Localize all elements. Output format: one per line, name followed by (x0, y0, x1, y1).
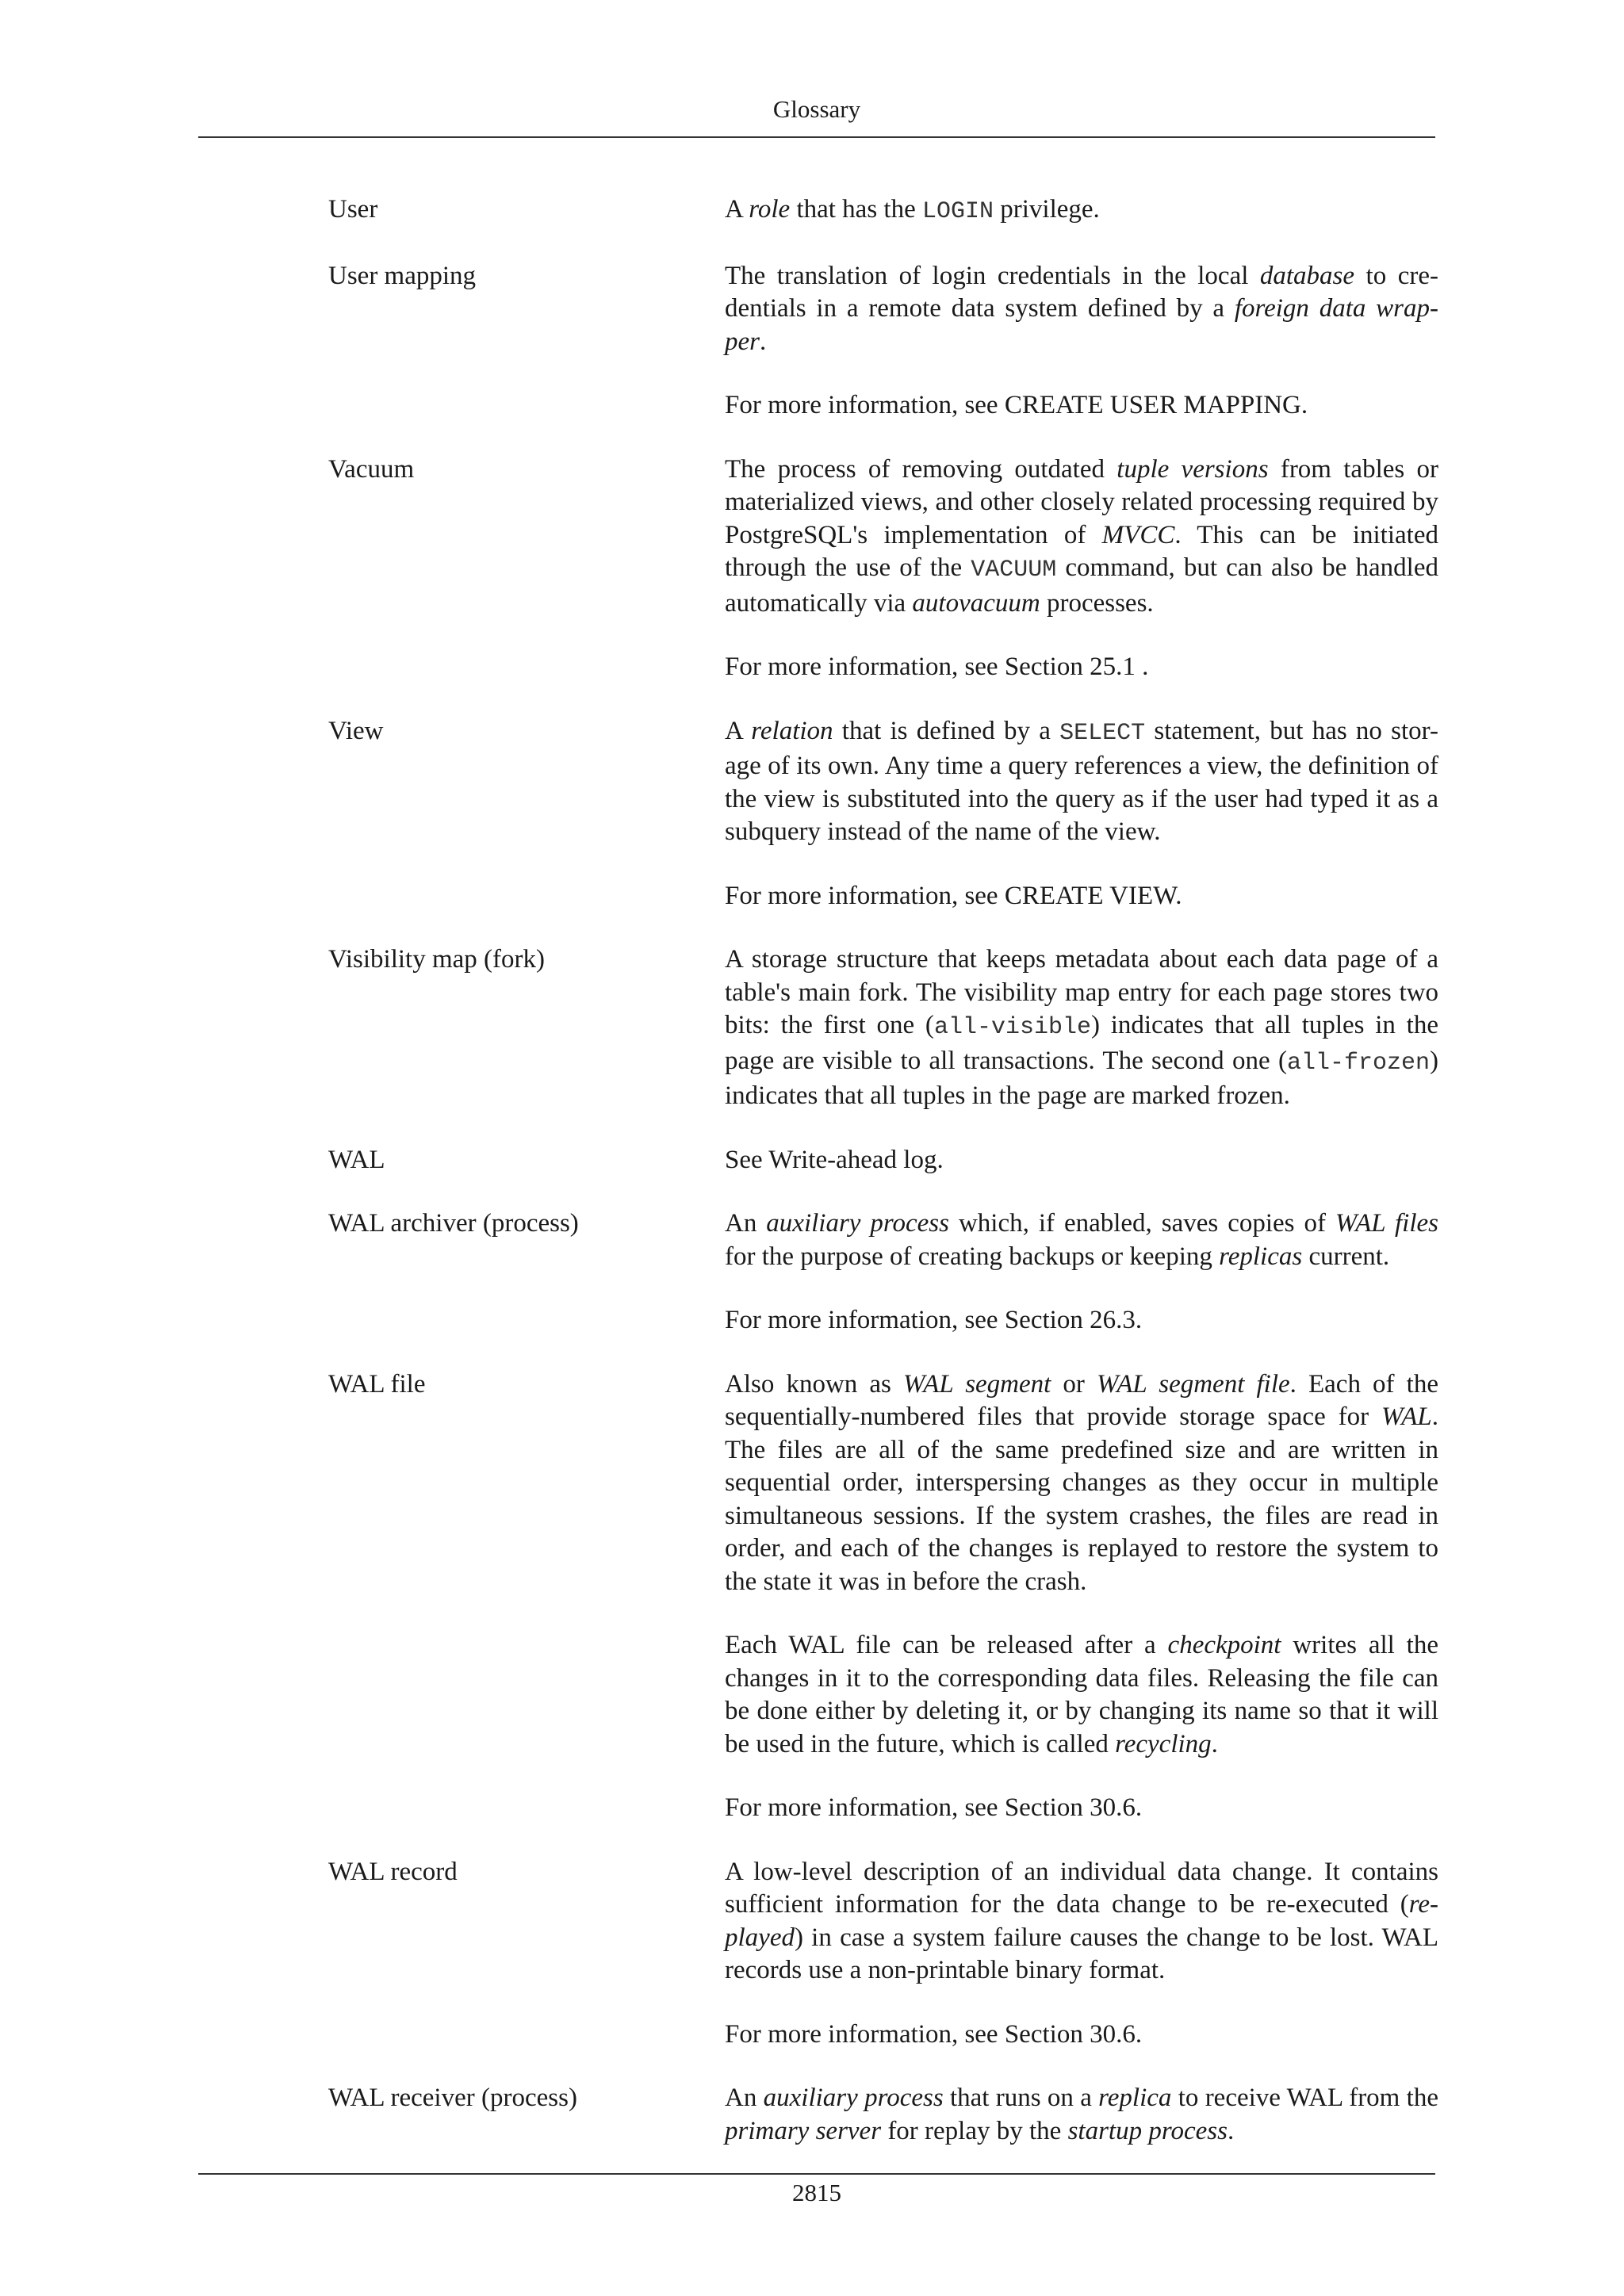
glossary-crossref: foreign data wrap-per (725, 294, 1438, 356)
text-run: . (760, 327, 767, 356)
text-run: for replay by the (881, 2116, 1068, 2145)
glossary-entry (328, 1856, 1438, 2083)
glossary-crossref: WAL files (1335, 1209, 1438, 1238)
text-run: See Write-ahead log. (725, 1145, 944, 1174)
glossary-crossref: WAL (1381, 1402, 1432, 1431)
glossary-definition (725, 943, 1438, 1144)
glossary-definition (725, 1144, 1438, 1208)
text-run: An (725, 2084, 764, 2112)
text-run: For more information, see CREATE USER MAPPING. (725, 391, 1308, 419)
glossary-entry (328, 453, 1438, 715)
code-literal: VACUUM (971, 557, 1057, 584)
page-number: 2815 (792, 2179, 841, 2206)
glossary-entry (328, 1144, 1438, 1208)
text-run: The process of removing outdated (725, 454, 1117, 484)
definition-paragraph (725, 1144, 1438, 1177)
text-run: A (725, 195, 749, 224)
text-run: . (1211, 1729, 1218, 1758)
text-run: that is defined by a (833, 716, 1060, 745)
definition-paragraph (725, 260, 1438, 359)
glossary-definition (725, 453, 1438, 715)
glossary-term: WAL (328, 1145, 385, 1174)
glossary-crossref: WAL segment file (1097, 1369, 1290, 1399)
text-run: command, but can also be handled automatically via (725, 553, 1438, 618)
text-run: For more information, see Section 26.3. (725, 1306, 1143, 1334)
definition-paragraph (725, 389, 1438, 423)
definition-paragraph (725, 1856, 1438, 1988)
definition-paragraph (725, 453, 1438, 621)
text-run: . (1227, 2116, 1235, 2145)
glossary-term: View (328, 716, 384, 745)
footer-rule (198, 2173, 1435, 2175)
glossary-definition (725, 1207, 1438, 1368)
text-run: or (1051, 1369, 1097, 1399)
text-run: Each WAL file can be released after a (725, 1631, 1168, 1659)
glossary-entry (328, 2082, 1438, 2148)
definition-paragraph (725, 1629, 1438, 1761)
code-literal: all-visible (933, 1014, 1091, 1041)
text-run: which, if enabled, saves copies of (949, 1209, 1335, 1238)
glossary-definition (725, 193, 1438, 260)
text-run: ) indicates that all tuples in the page are marked frozen. (725, 1046, 1438, 1110)
glossary-term: Vacuum (328, 454, 415, 484)
glossary-crossref: auxiliary process (766, 1209, 949, 1238)
text-run: statement, but has no stor-age of its own. Any time a query references a view, the definition of the view is substituted into the query as if the user had typed it as a subquery instead of the name of the view. (725, 716, 1439, 846)
glossary-crossref: relation (751, 716, 833, 745)
text-run: current. (1302, 1242, 1390, 1271)
definition-paragraph (725, 193, 1438, 229)
definition-paragraph (725, 880, 1438, 913)
definition-paragraph (725, 1792, 1438, 1825)
text-run: For more information, see CREATE VIEW. (725, 881, 1182, 910)
text-run: For more information, see Section 30.6. (725, 1793, 1143, 1822)
text-run: . Each of the sequentially-numbered files that provide storage space for (725, 1369, 1438, 1431)
glossary-crossref: checkpoint (1167, 1631, 1281, 1659)
glossary-term: WAL archiver (process) (328, 1209, 579, 1238)
definition-paragraph (725, 1207, 1438, 1273)
definition-paragraph (725, 1368, 1438, 1599)
glossary-crossref: autovacuum (912, 588, 1040, 618)
glossary-entry (328, 1368, 1438, 1856)
text-run: An (725, 1209, 767, 1238)
text-run: A low-level description of an individual data change. It contains sufficient information for the data change to be re-executed ( (725, 1857, 1438, 1919)
glossary-term: User mapping (328, 261, 477, 290)
text-run: . This can be initiated through the use of the (725, 520, 1438, 582)
text-run: A (725, 716, 752, 745)
text-run: privilege. (994, 195, 1100, 224)
glossary-definition (725, 1856, 1438, 2083)
definition-paragraph (725, 2019, 1438, 2052)
glossary-crossref: replicas (1219, 1242, 1303, 1271)
code-literal: SELECT (1059, 719, 1146, 747)
definition-paragraph (725, 1304, 1438, 1337)
code-literal: LOGIN (922, 198, 994, 225)
text-run: . The files are all of the same predefined size and are written in sequential order, interspersing changes as they occur in multiple simultaneous sessions. If the system crashes, the files are read in order, and each of the changes is replayed to restore the system to the state it was in before the crash. (725, 1402, 1438, 1596)
glossary-term: WAL receiver (process) (328, 2084, 577, 2112)
text-run: For more information, see Section 25.1 . (725, 652, 1149, 681)
glossary-term: User (328, 195, 378, 224)
text-run: For more information, see Section 30.6. (725, 2019, 1143, 2049)
text-run: processes. (1040, 588, 1154, 618)
glossary-crossref: auxiliary process (763, 2084, 944, 2112)
definition-paragraph (725, 2082, 1438, 2148)
glossary-entry (328, 1207, 1438, 1368)
glossary-definition (725, 260, 1438, 453)
glossary-definition (725, 1368, 1438, 1856)
glossary-crossref: WAL segment (902, 1369, 1051, 1399)
text-run: from tables or materialized views, and other closely related processing required by PostgreSQL's implementation of (725, 454, 1438, 549)
running-header: Glossary (772, 95, 861, 123)
text-run: ) in case a system failure causes the change to be lost. WAL records use a non-printable binary format. (725, 1923, 1438, 1984)
text-run: that has the (790, 195, 922, 224)
text-run: for the purpose of creating backups or keeping (725, 1242, 1220, 1271)
glossary-crossref: re-played (725, 1890, 1438, 1952)
glossary-crossref: tuple versions (1116, 454, 1269, 484)
glossary-definition (725, 2082, 1438, 2148)
glossary-crossref: recycling (1115, 1729, 1212, 1758)
glossary-term: Visibility map (fork) (328, 945, 545, 974)
glossary-term: WAL record (328, 1857, 458, 1886)
glossary-crossref: replica (1098, 2084, 1172, 2112)
text-run: The translation of login credentials in the local (725, 261, 1260, 290)
code-literal: all-frozen (1286, 1049, 1430, 1077)
text-run: that runs on a (943, 2084, 1099, 2112)
glossary-crossref: startup process (1067, 2116, 1228, 2145)
glossary-list (328, 193, 1438, 2148)
text-run: writes all the changes in it to the corresponding data files. Releasing the file can be done either by deleting it, or by changing its name so that it will be used in the future, which is called (725, 1631, 1438, 1758)
header-rule (198, 136, 1435, 138)
definition-paragraph (725, 715, 1438, 849)
glossary-entry (328, 260, 1438, 453)
definition-paragraph (725, 943, 1438, 1113)
glossary-crossref: role (749, 195, 791, 224)
text-run: A storage structure that keeps metadata about each data page of a table's main fork. The visibility map entry for each page stores two bits: the first one ( (725, 945, 1438, 1039)
text-run: to receive WAL from the (1171, 2084, 1438, 2112)
definition-paragraph (725, 651, 1438, 684)
glossary-crossref: primary server (725, 2116, 882, 2145)
glossary-crossref: MVCC (1101, 520, 1175, 549)
glossary-term: WAL file (328, 1369, 426, 1399)
text-run: ) indicates that all tuples in the page are visible to all transactions. The second one ( (725, 1011, 1438, 1075)
glossary-crossref: database (1259, 261, 1355, 290)
glossary-entry (328, 943, 1438, 1144)
text-run: Also known as (725, 1369, 903, 1399)
glossary-definition (725, 715, 1438, 944)
glossary-entry (328, 193, 1438, 260)
glossary-entry (328, 715, 1438, 944)
text-run: to cre-dentials in a remote data system defined by a (725, 261, 1438, 323)
